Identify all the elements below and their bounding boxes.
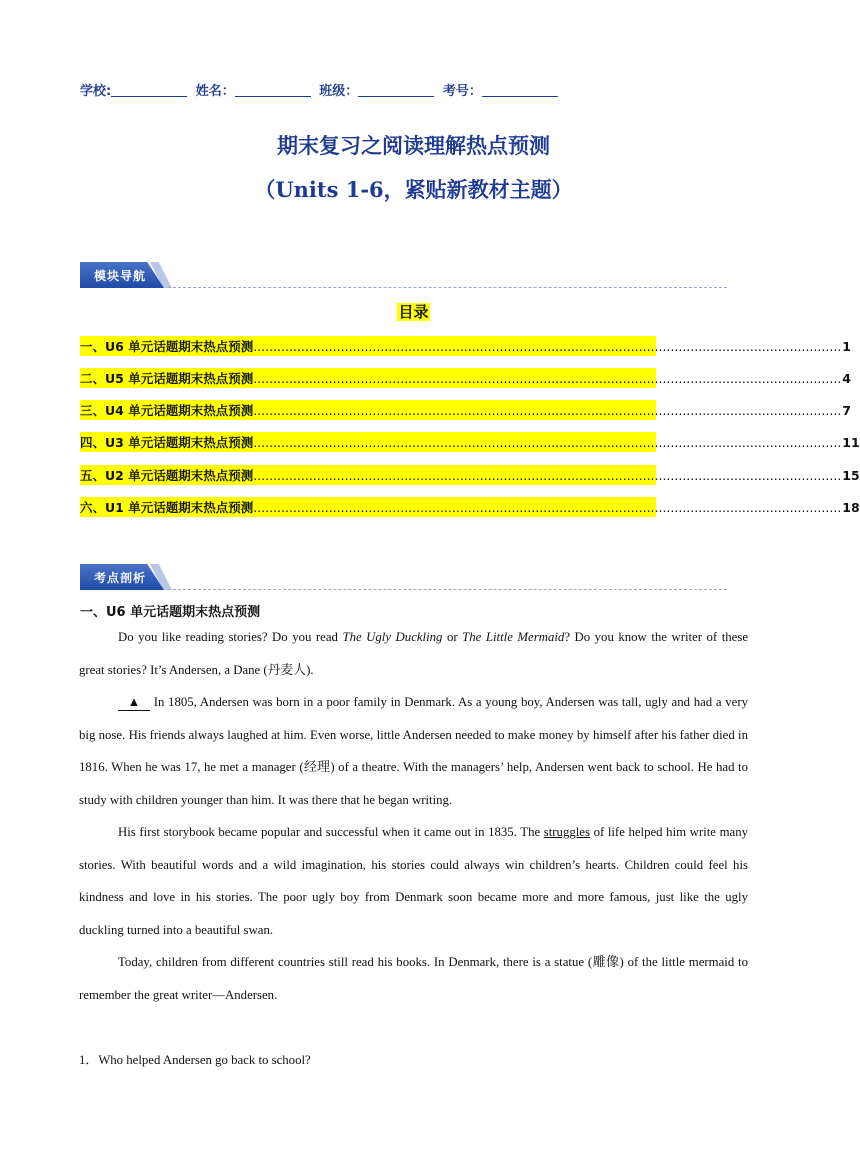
underlined-word: struggles [543,825,590,839]
answer-blank[interactable]: ▲ [118,694,150,711]
toc-item-label: 四、U3 单元话题期末热点预测 [80,435,254,450]
passage-paragraph: Do you like reading stories? Do you read The Ugly Duckling or The Little Mermaid? Do you know the writer of these great stories? It’s Andersen, a Dane (丹麦人). [79,630,748,677]
divider [168,287,727,288]
exam-no-label: 考号： [442,84,482,99]
toc-item-label: 二、U5 单元话题期末热点预测 [80,371,254,386]
section-heading: 一、U6 单元话题期末热点预测 [80,605,261,620]
toc-item-label: 五、U2 单元话题期末热点预测 [80,468,254,483]
toc-item-page: 18 [842,499,860,515]
school-blank[interactable] [111,84,187,97]
analysis-tag [80,564,172,590]
toc-leader: .................................................................................................................................................... [253,370,842,386]
toc-item[interactable] [80,400,851,420]
reading-passage [79,621,748,1011]
book-title: The Little Mermaid [462,630,565,644]
class-blank[interactable] [358,84,434,97]
school-label: 学校: [80,84,112,99]
toc-leader: .................................................................................................................................................... [253,467,842,483]
toc-item-label: 三、U4 单元话题期末热点预测 [80,403,254,418]
exam-no-blank[interactable] [482,84,558,97]
toc-item[interactable] [80,368,851,388]
toc-item-page: 1 [842,338,851,354]
toc-item-label: 一、U6 单元话题期末热点预测 [80,339,254,354]
passage-paragraph: ▲ In 1805, Andersen was born in a poor family in Denmark. As a young boy, Andersen was tall, ugly and had a very big nose. His friends always laughed at him. Even worse, little Andersen needed to make money by himself after his father died in 1816. When he was 17, he met a manager (经理) of a theatre. With the managers’ help, Andersen went back to school. He had to study with children younger than him. It was there that he began writing. [79,695,748,807]
student-info-line [80,80,562,99]
toc-item-page: 7 [842,402,851,418]
toc-leader: .................................................................................................................................................... [253,499,842,515]
document-title: 期末复习之阅读理解热点预测 [277,133,550,158]
toc-title: 目录 [398,303,429,321]
class-label: 班级： [319,84,359,99]
toc-item-page: 11 [842,434,860,450]
name-label: 姓名： [195,84,235,99]
name-blank[interactable] [235,84,311,97]
toc-item[interactable] [80,465,860,485]
analysis-label: 考点剖析 [94,571,147,585]
module-nav-label: 模块导航 [94,269,147,283]
toc-item[interactable] [80,336,851,356]
toc-leader: .................................................................................................................................................... [253,402,842,418]
question-item: 1．Who helped Andersen go back to school? [79,1053,311,1067]
passage-paragraph: Today, children from different countries still read his books. In Denmark, there is a statue (雕像) of the little mermaid to remember the great writer—Andersen. [79,955,748,1002]
book-title: The Ugly Duckling [342,630,443,644]
toc-leader: .................................................................................................................................................... [253,338,842,354]
toc-item[interactable] [80,432,860,452]
toc-item[interactable] [80,497,860,517]
toc-item-page: 15 [842,467,860,483]
toc-leader: .................................................................................................................................................... [253,434,842,450]
toc-item-label: 六、U1 单元话题期末热点预测 [80,500,254,515]
module-nav-tag [80,262,172,288]
document-subtitle: （Units 1-6，紧贴新教材主题） [254,177,573,202]
toc-item-page: 4 [842,370,851,386]
passage-paragraph: His first storybook became popular and successful when it came out in 1835. The struggles of life helped him write many stories. With beautiful words and a wild imagination, his stories could always win children’s hearts. Children could feel his kindness and love in his stories. The poor ugly boy from Denmark soon became more and more famous, just like the ugly duckling turned into a beautiful swan. [79,825,748,937]
divider [168,589,727,590]
